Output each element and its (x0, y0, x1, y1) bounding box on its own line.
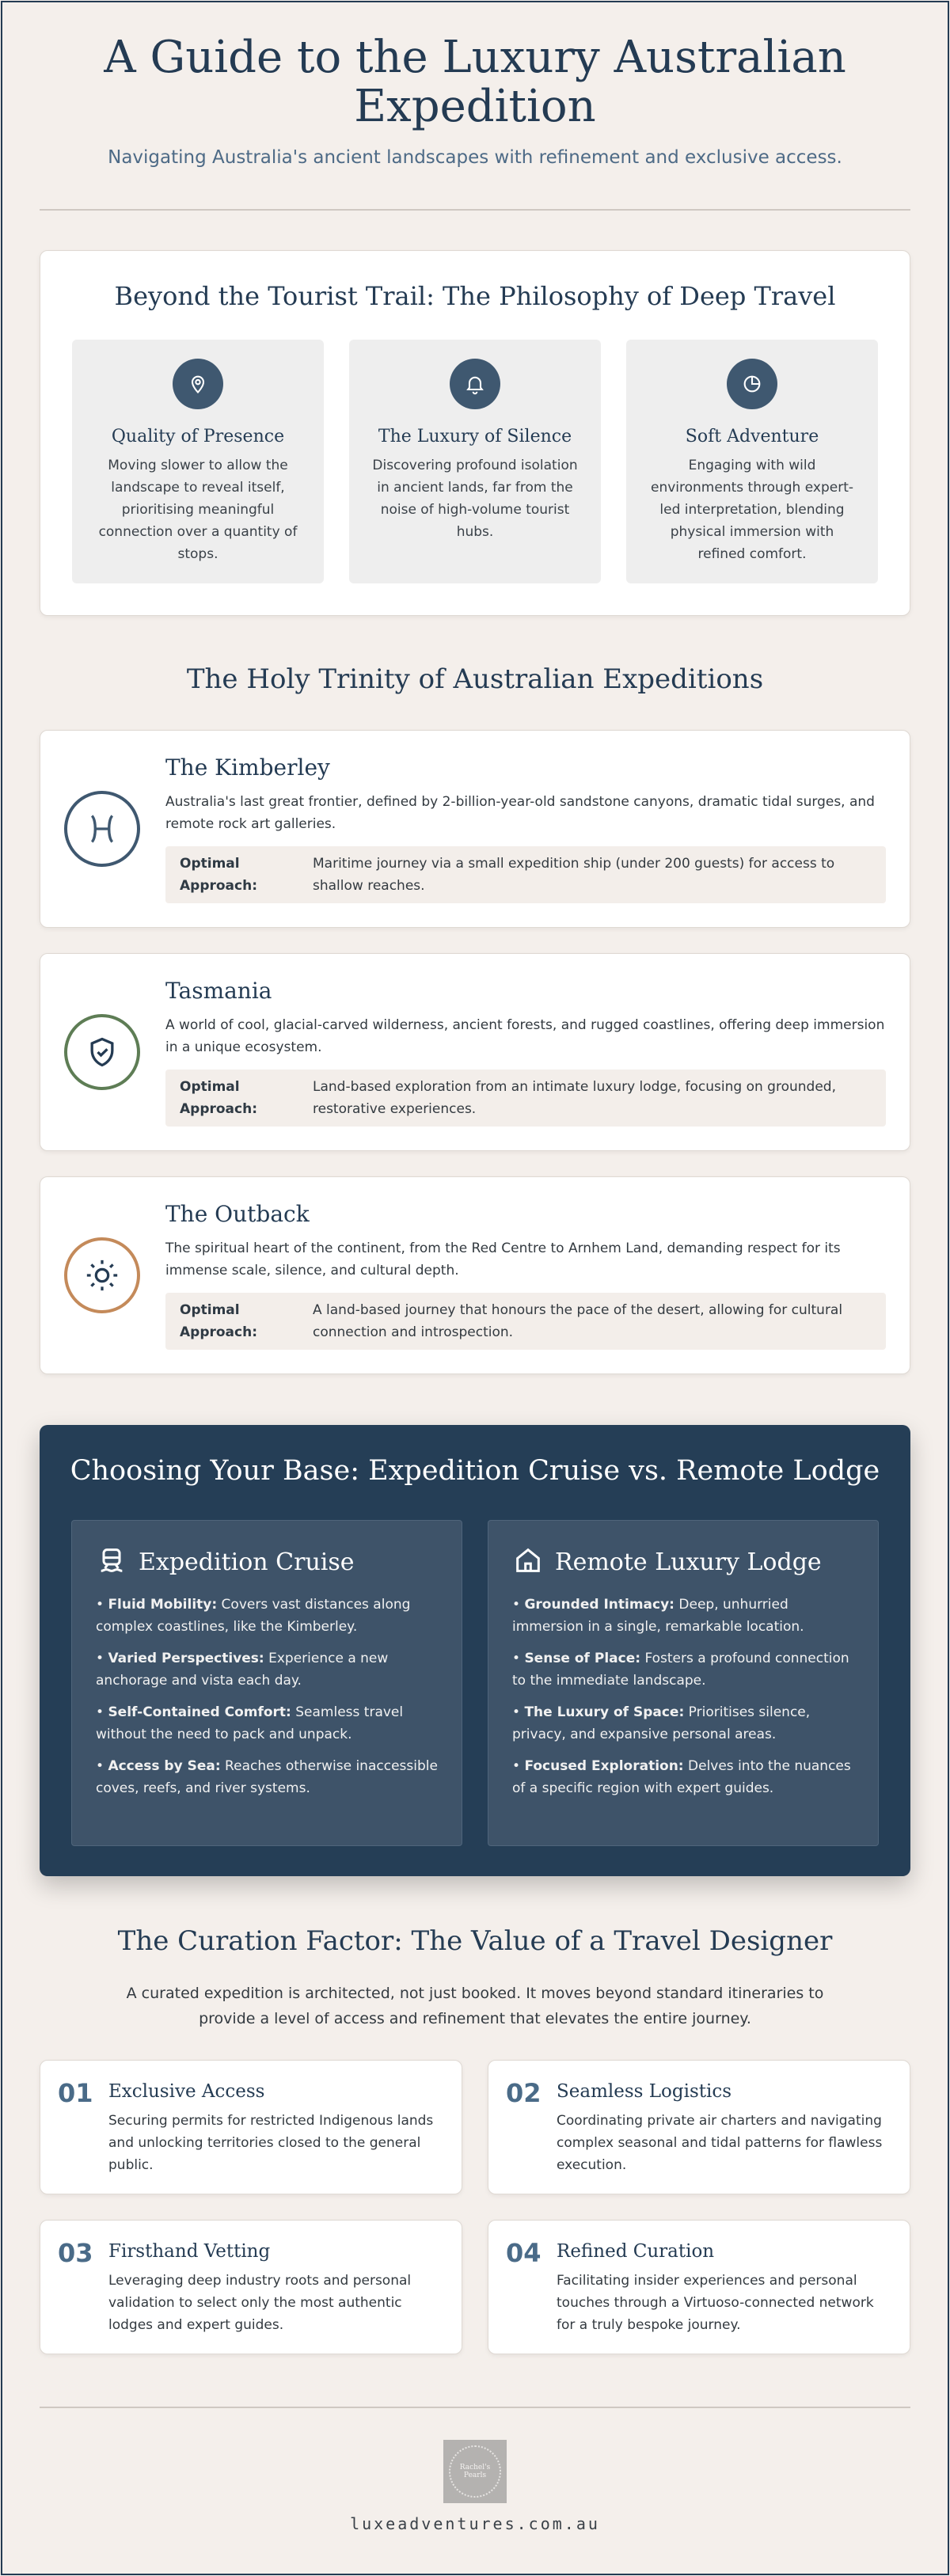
pie-chart-icon (727, 359, 777, 409)
approach-text: A land-based journey that honours the pace of the desert, allowing for cultural connection and introspection. (313, 1302, 843, 1340)
factor-text: Facilitating insider experiences and personal touches through a Virtuoso-connected network for a truly bespoke journey. (557, 2273, 874, 2333)
factor-number: 02 (506, 2078, 542, 2108)
curation-title: The Curation Factor: The Value of a Travel Designer (117, 1925, 833, 1957)
factor-card-firsthand-vetting (40, 2220, 462, 2354)
pillar-luxury-of-silence (349, 340, 601, 583)
feature-list (512, 1594, 854, 1799)
factor-title: Firsthand Vetting (108, 2241, 271, 2262)
curation-intro: A curated expedition is architected, not just booked. It moves beyond standard itineraries to provide a level of access and refinement that elevates the entire journey. (126, 1985, 824, 2027)
feature-list (96, 1594, 438, 1799)
region-description: Australia's last great frontier, defined by 2-billion-year-old sandstone canyons, dramatic tidal surges, and remote rock art galleries. (165, 794, 875, 832)
expedition-cruise-column (71, 1520, 462, 1846)
factor-text: Coordinating private air charters and navigating complex seasonal and tidal patterns for flawless execution. (557, 2113, 883, 2173)
shield-check-icon (64, 1014, 140, 1090)
column-head (512, 1544, 854, 1579)
factor-number: 01 (58, 2078, 93, 2108)
philosophy-title: Beyond the Tourist Trail: The Philosophy of Deep Travel (114, 281, 836, 311)
house-icon (512, 1544, 544, 1579)
pillars (72, 340, 878, 583)
list-item: • Sense of Place: Fosters a profound connection to the immediate landscape. (512, 1647, 854, 1692)
sun-icon (64, 1237, 140, 1313)
list-item: • The Luxury of Space: Prioritises silence, privacy, and expansive personal areas. (512, 1701, 854, 1746)
factor-title: Refined Curation (557, 2241, 715, 2262)
pillar-title: The Luxury of Silence (378, 427, 572, 446)
factor-card-seamless-logistics (488, 2060, 910, 2194)
factor-title: Seamless Logistics (557, 2081, 732, 2102)
region-card-outback (40, 1176, 910, 1374)
page-subtitle: Navigating Australia's ancient landscapes with refinement and exclusive access. (108, 147, 842, 168)
pillar-title: Quality of Presence (111, 427, 285, 446)
list-item: • Grounded Intimacy: Deep, unhurried immersion in a single, remarkable location. (512, 1594, 854, 1638)
approach-text: Maritime journey via a small expedition ship (under 200 guests) for access to shallow reaches. (313, 856, 835, 894)
approach-label: Optimal Approach: (180, 1302, 258, 1340)
region-description: The spiritual heart of the continent, from the Red Centre to Arnhem Land, demanding respect for its immense scale, silence, and cultural depth. (165, 1241, 841, 1279)
remote-lodge-column (488, 1520, 879, 1846)
base-title: Choosing Your Base: Expedition Cruise vs. Remote Lodge (70, 1455, 880, 1487)
factor-title: Exclusive Access (108, 2081, 265, 2102)
factor-card-refined-curation (488, 2220, 910, 2354)
bell-icon (450, 359, 500, 409)
pillar-quality-of-presence (72, 340, 324, 583)
list-item: • Self-Contained Comfort: Seamless travel without the need to pack and unpack. (96, 1701, 438, 1746)
list-item: • Fluid Mobility: Covers vast distances along complex coastlines, like the Kimberley. (96, 1594, 438, 1638)
factor-number: 04 (506, 2238, 542, 2268)
pillar-text: Moving slower to allow the landscape to reveal itself, prioritising meaningful connection over a quantity of stops. (98, 458, 298, 562)
region-title: Tasmania (165, 978, 272, 1004)
column-head (96, 1544, 438, 1579)
location-pin-icon (173, 359, 223, 409)
list-item: • Varied Perspectives: Experience a new anchorage and vista each day. (96, 1647, 438, 1692)
ship-icon (96, 1544, 127, 1579)
region-description: A world of cool, glacial-carved wilderness, ancient forests, and rugged coastlines, offering deep immersion in a unique ecosystem. (165, 1017, 885, 1055)
factor-text: Leveraging deep industry roots and personal validation to select only the most authentic lodges and expert guides. (108, 2273, 412, 2333)
optimal-approach (165, 1070, 886, 1127)
pillar-text: Engaging with wild environments through expert-led interpretation, blending physical immersion with refined comfort. (651, 458, 853, 562)
region-title: The Kimberley (165, 754, 330, 781)
footer-divider (40, 2407, 910, 2408)
page-title: A Guide to the Luxury Australian Expedition (104, 32, 846, 132)
trinity-title: The Holy Trinity of Australian Expeditions (186, 663, 764, 695)
factor-card-exclusive-access (40, 2060, 462, 2194)
column-title: Expedition Cruise (139, 1548, 355, 1576)
approach-text: Land-based exploration from an intimate luxury lodge, focusing on grounded, restorative experiences. (313, 1079, 836, 1117)
optimal-approach (165, 846, 886, 903)
optimal-approach (165, 1293, 886, 1350)
approach-label: Optimal Approach: (180, 1079, 258, 1117)
column-title: Remote Luxury Lodge (555, 1548, 822, 1576)
list-item: • Access by Sea: Reaches otherwise inaccessible coves, reefs, and river systems. (96, 1755, 438, 1799)
factor-number: 03 (58, 2238, 93, 2268)
header-divider (40, 209, 910, 211)
base-columns (71, 1520, 879, 1846)
region-card-kimberley (40, 730, 910, 928)
region-card-tasmania (40, 953, 910, 1151)
brand-logo (443, 2440, 507, 2503)
base-comparison-panel (40, 1425, 910, 1876)
website-url: luxeadventures.com.au (350, 2514, 600, 2533)
factor-text: Securing permits for restricted Indigenous lands and unlocking territories closed to the general public. (108, 2113, 434, 2173)
pillar-soft-adventure (626, 340, 878, 583)
pisces-icon (64, 791, 140, 867)
approach-label: Optimal Approach: (180, 856, 258, 894)
logo-text: Rachel's Pearls (459, 2464, 491, 2479)
pillar-text: Discovering profound isolation in ancient lands, far from the noise of high-volume tourist hubs. (372, 458, 578, 540)
list-item: • Focused Exploration: Delves into the nuances of a specific region with expert guides. (512, 1755, 854, 1799)
region-title: The Outback (165, 1201, 310, 1227)
pillar-title: Soft Adventure (685, 427, 819, 446)
philosophy-card (40, 250, 910, 616)
logo-ring (449, 2445, 501, 2498)
